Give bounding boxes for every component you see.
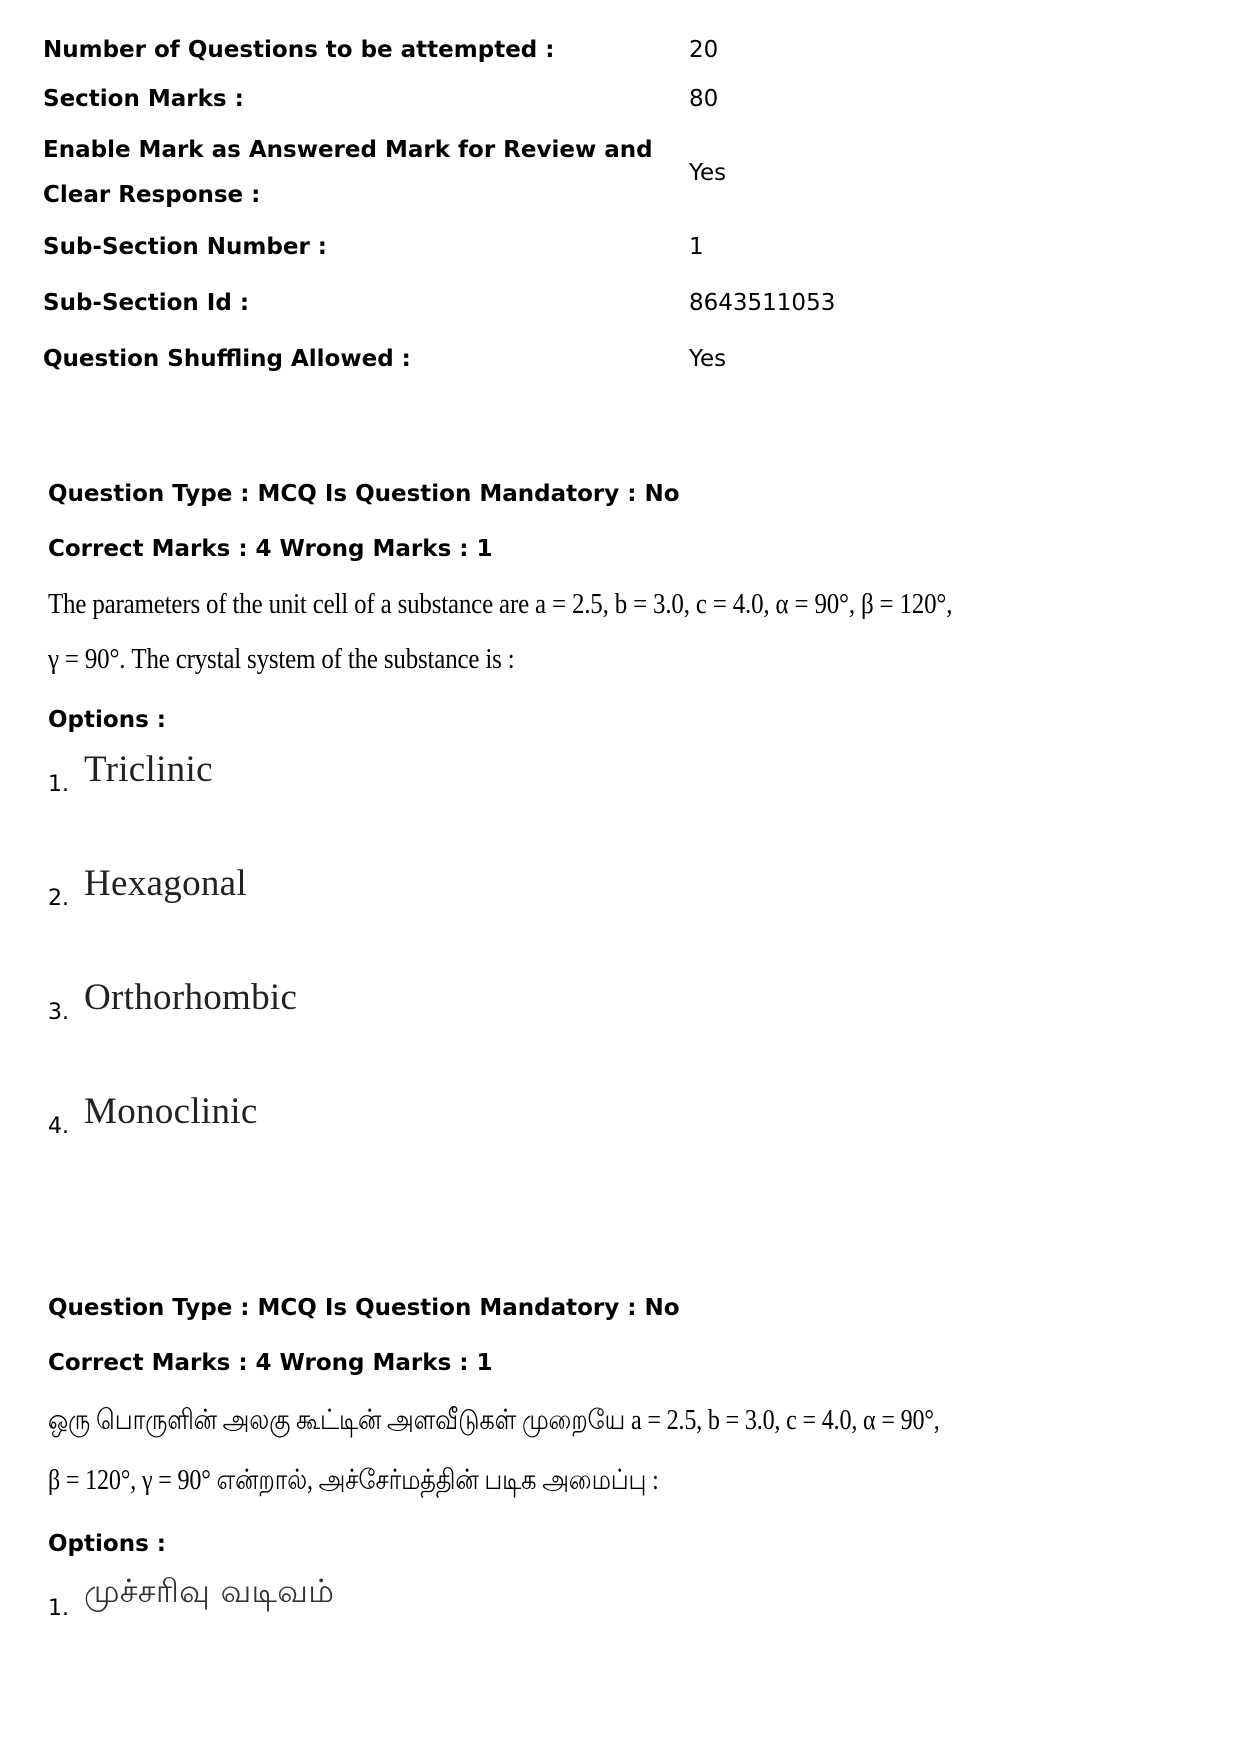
row-label: Number of Questions to be attempted : <box>43 37 555 63</box>
option-text: Triclinic <box>84 749 213 790</box>
row-label <box>43 128 689 218</box>
option-item[interactable] <box>48 748 1148 862</box>
question-marks-line: Correct Marks : 4 Wrong Marks : 1 <box>48 1350 493 1376</box>
question-text-line: ஒரு பொருளின் அலகு கூட்டின் அளவீடுகள் முறையே a = 2.5, b = 3.0, c = 4.0, α = 90°, <box>48 1405 940 1436</box>
row-value: 20 <box>689 37 719 63</box>
row-value: Yes <box>689 160 727 186</box>
option-number: 3. <box>48 1000 69 1025</box>
option-text: முச்சரிவு வடிவம் <box>84 1572 335 1610</box>
row-label: Sub-Section Number : <box>43 234 328 260</box>
row-value: Yes <box>689 346 727 372</box>
row-label-line: Enable Mark as Answered Mark for Review and <box>43 137 653 163</box>
option-item[interactable] <box>48 1090 1148 1204</box>
question-type-line: Question Type : MCQ Is Question Mandatory : No <box>48 481 680 507</box>
questions-to-attempt-row <box>43 30 843 70</box>
question-text <box>48 1391 994 1511</box>
question-text-line: The parameters of the unit cell of a substance are a = 2.5, b = 3.0, c = 4.0, α = 90°, β = 120°, <box>48 588 953 620</box>
section-marks-row <box>43 79 843 119</box>
enable-mark-row <box>43 128 843 218</box>
question-text-line: γ = 90°. The crystal system of the substance is : <box>48 643 515 675</box>
option-number: 4. <box>48 1114 69 1139</box>
question-text <box>48 577 994 687</box>
row-label-line: Clear Response : <box>43 182 261 208</box>
question-block-1 <box>48 467 1148 1204</box>
option-item[interactable] <box>48 1572 1148 1686</box>
option-number: 1. <box>48 1596 69 1621</box>
question-shuffling-row <box>43 339 843 379</box>
option-text: Monoclinic <box>84 1091 258 1132</box>
section-details <box>43 30 843 379</box>
option-text: Orthorhombic <box>84 977 298 1018</box>
question-text-line: β = 120°, γ = 90° என்றால், அச்சேர்மத்தின் படிக அமைப்பு : <box>48 1465 659 1496</box>
row-label: Sub-Section Id : <box>43 290 250 316</box>
row-value: 1 <box>689 234 704 260</box>
option-text: Hexagonal <box>84 863 247 904</box>
sub-section-number-row <box>43 227 843 267</box>
row-value: 8643511053 <box>689 290 836 316</box>
option-number: 2. <box>48 886 69 911</box>
row-label: Question Shuffling Allowed : <box>43 346 411 372</box>
row-label: Section Marks : <box>43 86 244 112</box>
sub-section-id-row <box>43 283 843 323</box>
option-number: 1. <box>48 772 69 797</box>
option-item[interactable] <box>48 862 1148 976</box>
question-marks-line: Correct Marks : 4 Wrong Marks : 1 <box>48 536 493 562</box>
question-block-2 <box>48 1281 1148 1686</box>
options-label: Options : <box>48 707 166 733</box>
question-type-line: Question Type : MCQ Is Question Mandatory : No <box>48 1295 680 1321</box>
option-item[interactable] <box>48 976 1148 1090</box>
options-label: Options : <box>48 1531 166 1557</box>
row-value: 80 <box>689 86 719 112</box>
